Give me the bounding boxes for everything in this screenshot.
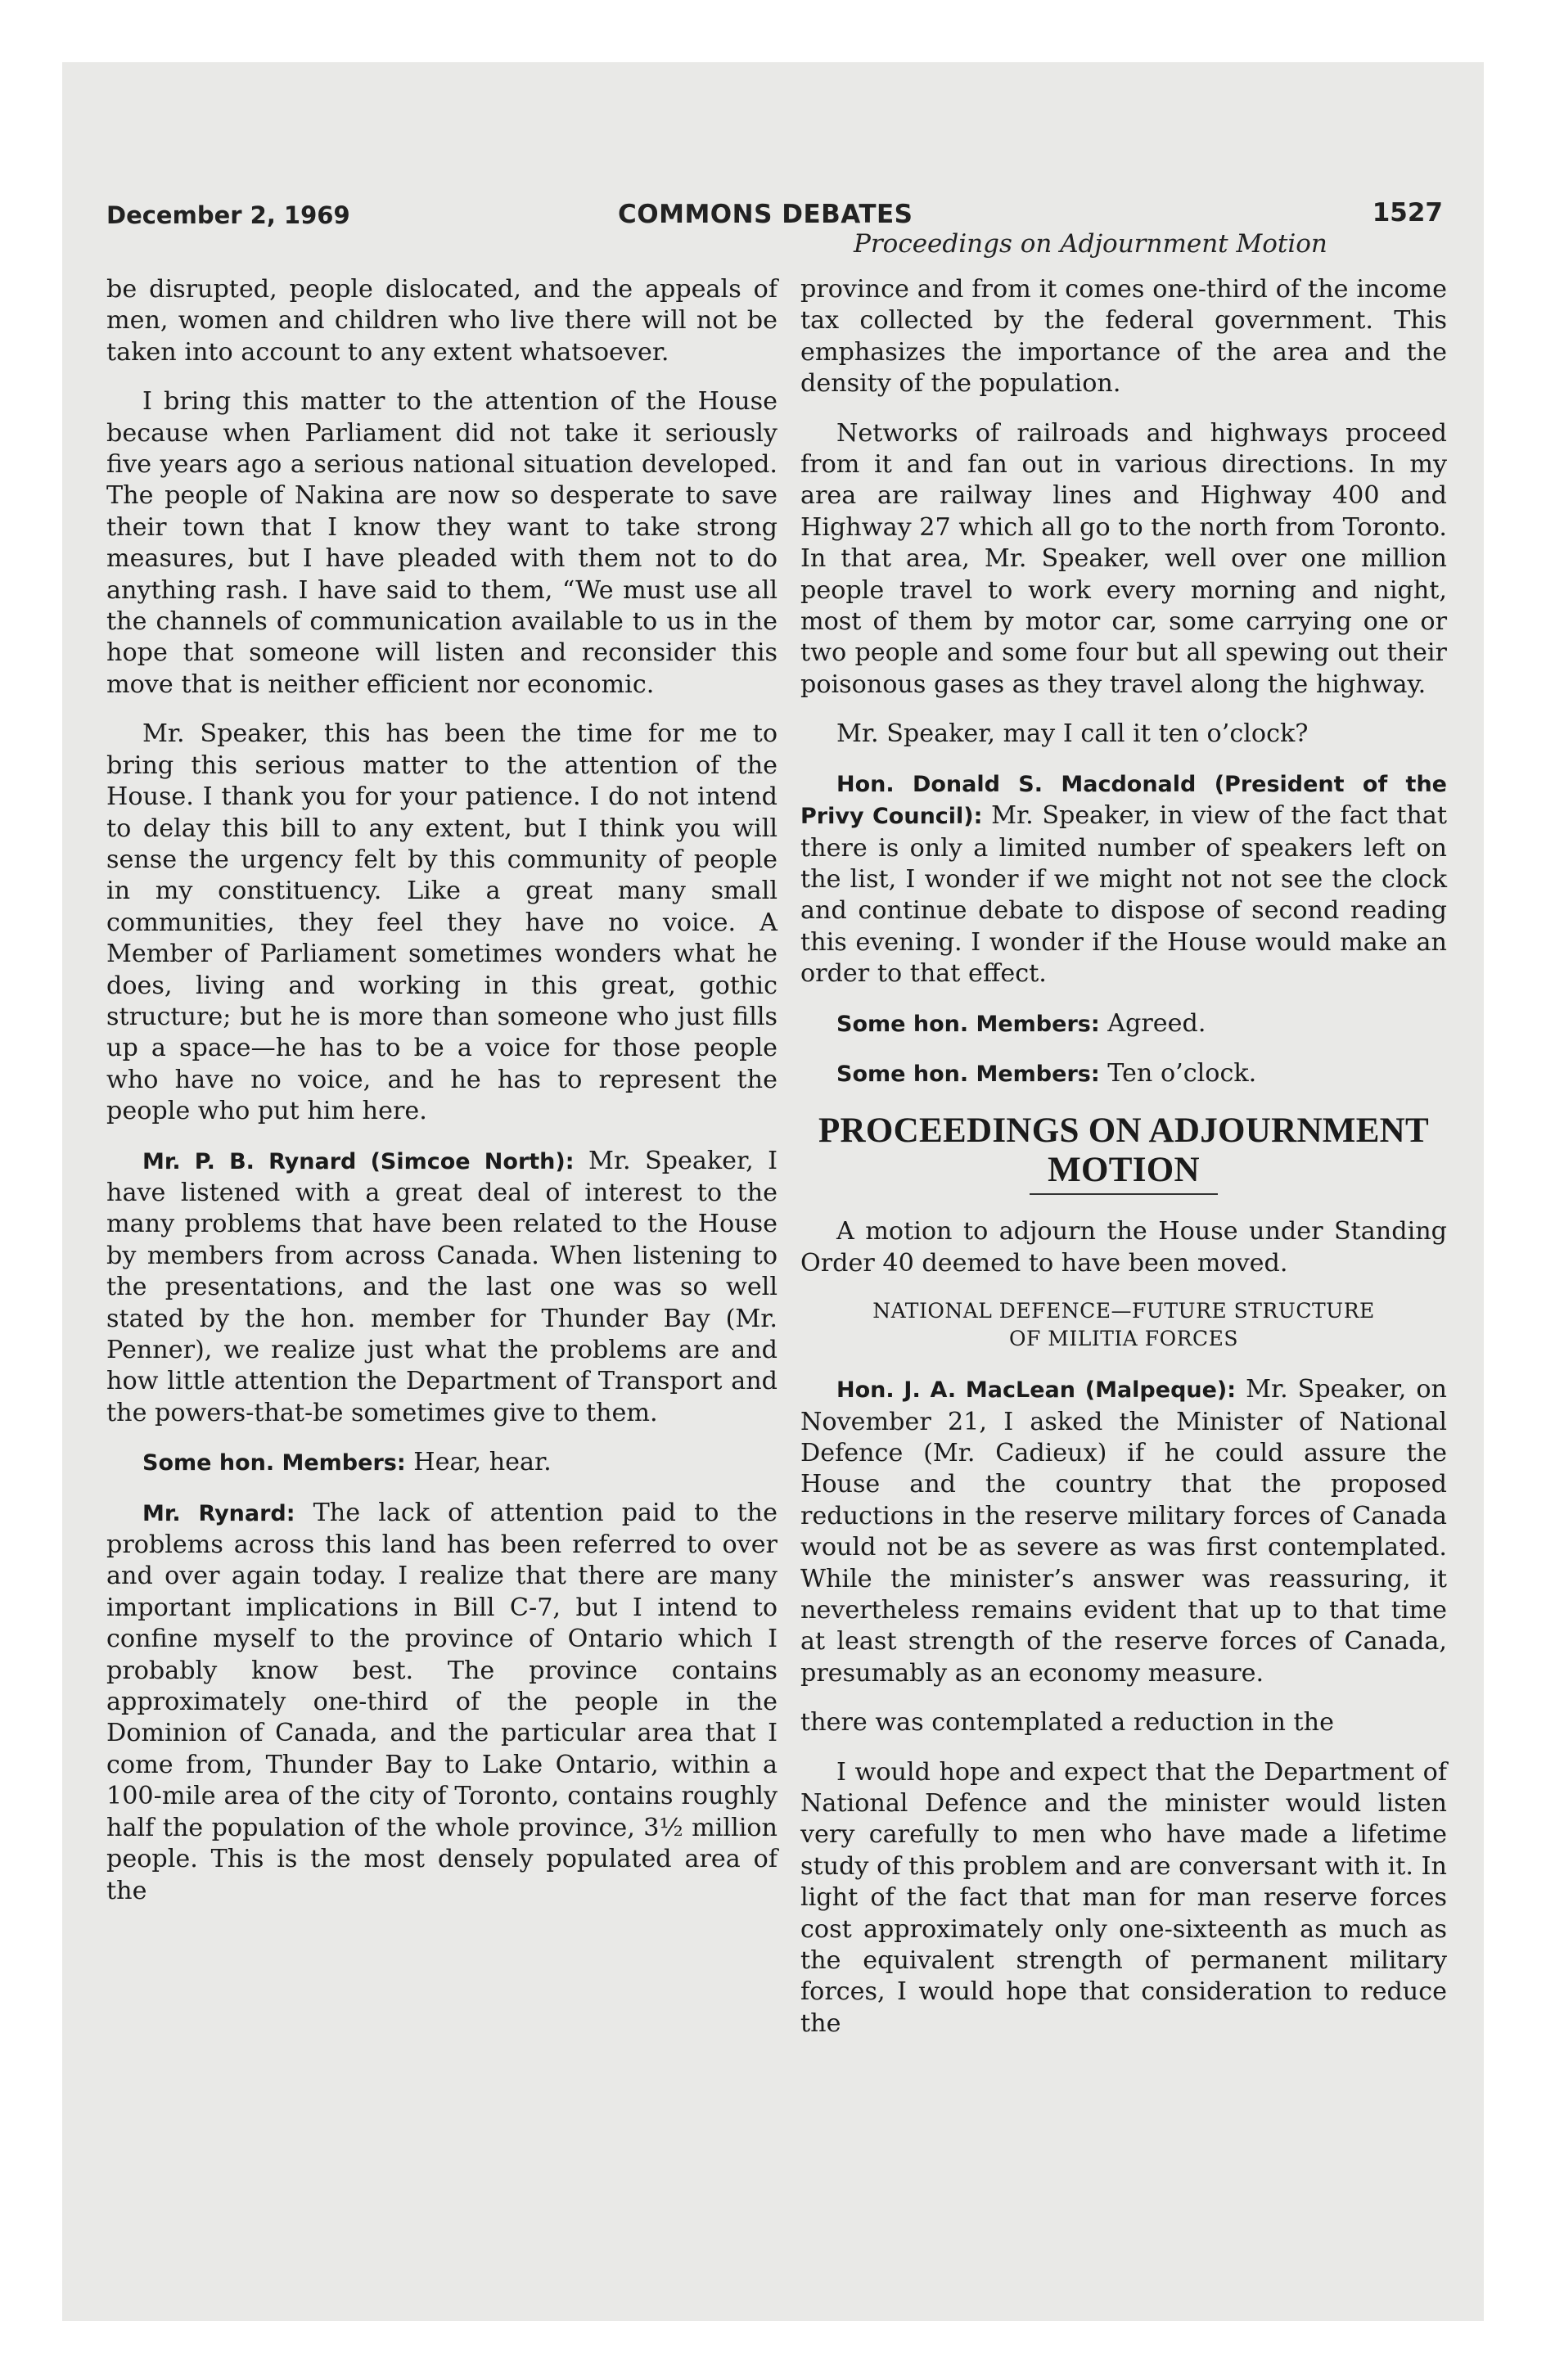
page-number: 1527 <box>1372 198 1443 228</box>
section-rule <box>1030 1193 1218 1195</box>
speaker-name: Some hon. Members: <box>836 1011 1100 1037</box>
speaker-name: Some hon. Members: <box>836 1061 1100 1087</box>
section-title-line: PROCEEDINGS ON ADJOURNMENT <box>818 1111 1430 1151</box>
speech-text: Mr. Speaker, in view of the fact that there is only a limited number of speakers left on the list, I wonder if we might not not see the clock and continue debate to dispose of second reading this evening. I wonder if the House would make an order to that effect. <box>800 801 1447 989</box>
header-subtitle: Proceedings on Adjournment Motion <box>854 229 1327 259</box>
speech-text: The lack of attention paid to the problems across this land has been referred to over and over again today. I realize that there are many important implications in Bill C-7, but I intend to confine myself to the province of Ontario which I probably know best. The province contains approximately one-third of the people in the Dominion of Canada, and the particular area that I come from, Thunder Bay to Lake Ontario, within a 100-mile area of the city of Toronto, contains roughly half the population of the whole province, 3½ million people. This is the most densely populated area of the <box>106 1498 778 1905</box>
speaker-name: Some hon. Members: <box>142 1450 406 1476</box>
paragraph: I would hope and expect that the Department of National Defence and the minister would listen very carefully to men who have made a lifetime study of this problem and are conversant with it. In light of the fact that man for man reserve forces cost approximately only one-sixteenth as much as the equivalent strength of permanent military forces, I would hope that consideration to reduce the <box>800 1757 1447 2038</box>
speech-text: Mr. Speaker, on November 21, I asked the Minister of National Defence (Mr. Cadieux) if he could assure the House and the country that the proposed reductions in the reserve military forces of Canada would not be as severe as was first contemplated. While the minister’s answer was reassuring, it nevertheless remains evident that up to that time at least strength of the reserve forces of Canada, presumably as an economy measure. <box>800 1375 1447 1688</box>
paragraph: I bring this matter to the attention of the House because when Parliament did not take it seriously five years ago a serious national situation developed. The people of Nakina are now so desperate to save their town that I know they want to take strong measures, but I have pleaded with them not to do anything rash. I have said to them, “We must use all the channels of communication available to us in the hope that someone will listen and reconsider this move that is neither efficient nor economic. <box>106 387 778 699</box>
speaker-name: Hon. Donald S. Macdonald (President of the Privy Council): <box>800 771 1447 830</box>
paragraph <box>800 1058 1447 1090</box>
right-column <box>800 274 1447 2058</box>
paragraph: A motion to adjourn the House under Standing Order 40 deemed to have been moved. <box>800 1217 1447 1278</box>
subsection-heading-line: OF MILITIA FORCES <box>1009 1327 1238 1351</box>
header-date: December 2, 1969 <box>106 201 350 229</box>
paragraph <box>800 1008 1447 1040</box>
paragraph: province and from it comes one-third of the income tax collected by the federal government. This emphasizes the importance of the area and the density of the population. <box>800 275 1447 399</box>
section-title <box>800 1111 1447 1195</box>
speaker-name: Mr. P. B. Rynard (Simcoe North): <box>142 1148 575 1174</box>
paragraph: Mr. Speaker, this has been the time for me to bring this serious matter to the attention of the House. I thank you for your patience. I do not intend to delay this bill to any extent, but I think you will sense the urgency felt by this community of people in my constituency. Like a great many small communities, they feel they have no voice. A Member of Parliament sometimes wonders what he does, living and working in this great, gothic structure; but he is more than someone who just fills up a space—he has to be a voice for those people who have no voice, and he has to represent the people who put him here. <box>106 719 778 1126</box>
paragraph <box>800 1374 1447 1689</box>
paragraph <box>106 1498 778 1907</box>
paragraph <box>106 1447 778 1479</box>
speech-text: Mr. Speaker, I have listened with a great deal of interest to the many problems that have been related to the House by members from across Canada. When listening to the presentations, and the last one was so well stated by the hon. member for Thunder Bay (Mr. Penner), we realize just what the problems are and how little attention the Department of Transport and the powers-that-be sometimes give to them. <box>106 1146 778 1427</box>
header-title: COMMONS DEBATES <box>618 200 913 229</box>
speech-text: Hear, hear. <box>413 1448 552 1477</box>
subsection-heading-line: NATIONAL DEFENCE—FUTURE STRUCTURE <box>872 1299 1375 1323</box>
paragraph: there was contemplated a reduction in the <box>800 1708 1334 1738</box>
paragraph: be disrupted, people dislocated, and the appeals of men, women and children who live there will not be taken into account to any extent whatsoever. <box>106 275 778 367</box>
left-column <box>106 274 778 1925</box>
paragraph <box>800 769 1447 990</box>
paragraph: Mr. Speaker, may I call it ten o’clock? <box>836 719 1309 749</box>
paragraph: Networks of railroads and highways proceed from it and fan out in various directions. In my area are railway lines and Highway 400 and Highway 27 which all go to the north from Toronto. In that area, Mr. Speaker, well over one million people travel to work every morning and night, most of them by motor car, some carrying one or two people and some four but all spewing out their poisonous gases as they travel along the highway. <box>800 418 1447 699</box>
speech-text: Agreed. <box>1107 1008 1206 1038</box>
section-title-line: MOTION <box>1048 1151 1200 1190</box>
speaker-name: Hon. J. A. MacLean (Malpeque): <box>836 1377 1237 1404</box>
speaker-name: Mr. Rynard: <box>142 1500 295 1526</box>
paragraph <box>106 1146 778 1430</box>
speech-text: Ten o’clock. <box>1107 1058 1257 1088</box>
subsection-heading <box>800 1297 1447 1353</box>
